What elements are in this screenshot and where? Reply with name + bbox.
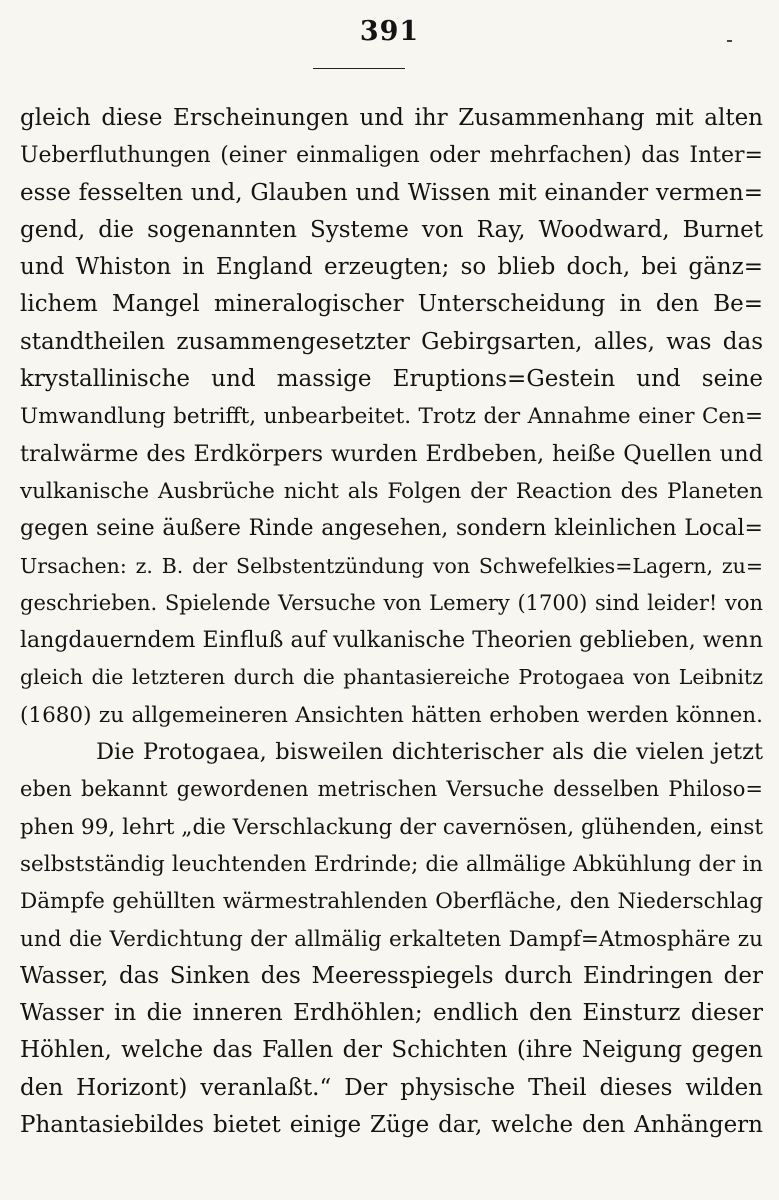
text-line: Ueberfluthungen (einer einmaligen oder mehrfachen) das Inter= xyxy=(20,143,763,169)
text-line: Umwandlung betrifft, unbearbeitet. Trotz der Annahme einer Cen= xyxy=(20,404,763,430)
text-line: selbstständig leuchtenden Erdrinde; die allmälige Abkühlung der in xyxy=(20,851,763,877)
body-text xyxy=(20,100,763,1144)
text-line: Die Protogaea, bisweilen dichterischer als die vielen jetzt xyxy=(96,739,763,766)
text-line: gleich die letzteren durch die phantasiereiche Protogaea von Leibnitz xyxy=(20,665,763,690)
text-line: vulkanische Ausbrüche nicht als Folgen der Reaction des Planeten xyxy=(20,478,763,504)
text-line: Phantasiebildes bietet einige Züge dar, welche den Anhängern xyxy=(20,1112,763,1139)
text-line: geschrieben. Spielende Versuche von Lemery (1700) sind leider! von xyxy=(20,590,763,615)
text-line: gend, die sogenannten Systeme von Ray, Woodward, Burnet xyxy=(20,216,763,243)
text-line: gleich diese Erscheinungen und ihr Zusammenhang mit alten xyxy=(20,105,763,131)
page-number: 391 xyxy=(359,16,420,47)
text-line: lichem Mangel mineralogischer Unterscheidung in den Be= xyxy=(20,291,763,318)
text-line: Wasser, das Sinken des Meeresspiegels durch Eindringen der xyxy=(20,962,763,989)
header-rule xyxy=(313,68,405,69)
text-line: (1680) zu allgemeineren Ansichten hätten erhoben werden können. xyxy=(20,702,763,728)
text-line: standtheilen zusammengesetzter Gebirgsarten, alles, was das xyxy=(20,328,763,355)
text-line: und die Verdichtung der allmälig erkalteten Dampf=Atmosphäre zu xyxy=(20,926,763,952)
text-line: krystallinische und massige Eruptions=Gestein und seine xyxy=(20,366,763,393)
text-line: langdauerndem Einfluß auf vulkanische Theorien geblieben, wenn xyxy=(20,628,763,654)
text-line: eben bekannt gewordenen metrischen Versuche desselben Philoso= xyxy=(20,777,763,802)
text-line: Höhlen, welche das Fallen der Schichten (ihre Neigung gegen xyxy=(20,1037,763,1064)
text-line: Wasser in die inneren Erdhöhlen; endlich den Einsturz dieser xyxy=(20,1000,763,1027)
text-line: Ursachen: z. B. der Selbstentzündung von Schwefelkies=Lagern, zu= xyxy=(20,553,763,578)
text-line: gegen seine äußere Rinde angesehen, sondern kleinlichen Local= xyxy=(20,516,763,542)
text-line: Dämpfe gehüllten wärmestrahlenden Oberfläche, den Niederschlag xyxy=(20,889,763,915)
text-line: den Horizont) veranlaßt.“ Der physische Theil dieses wilden xyxy=(20,1074,763,1101)
ink-speck xyxy=(727,40,732,42)
text-line: esse fesselten und, Glauben und Wissen mit einander vermen= xyxy=(20,179,763,206)
text-line: phen 99, lehrt „die Verschlackung der cavernösen, glühenden, einst xyxy=(20,814,763,840)
text-line: und Whiston in England erzeugten; so blieb doch, bei gänz= xyxy=(20,254,763,281)
text-line: tralwärme des Erdkörpers wurden Erdbeben, heiße Quellen und xyxy=(20,440,763,467)
